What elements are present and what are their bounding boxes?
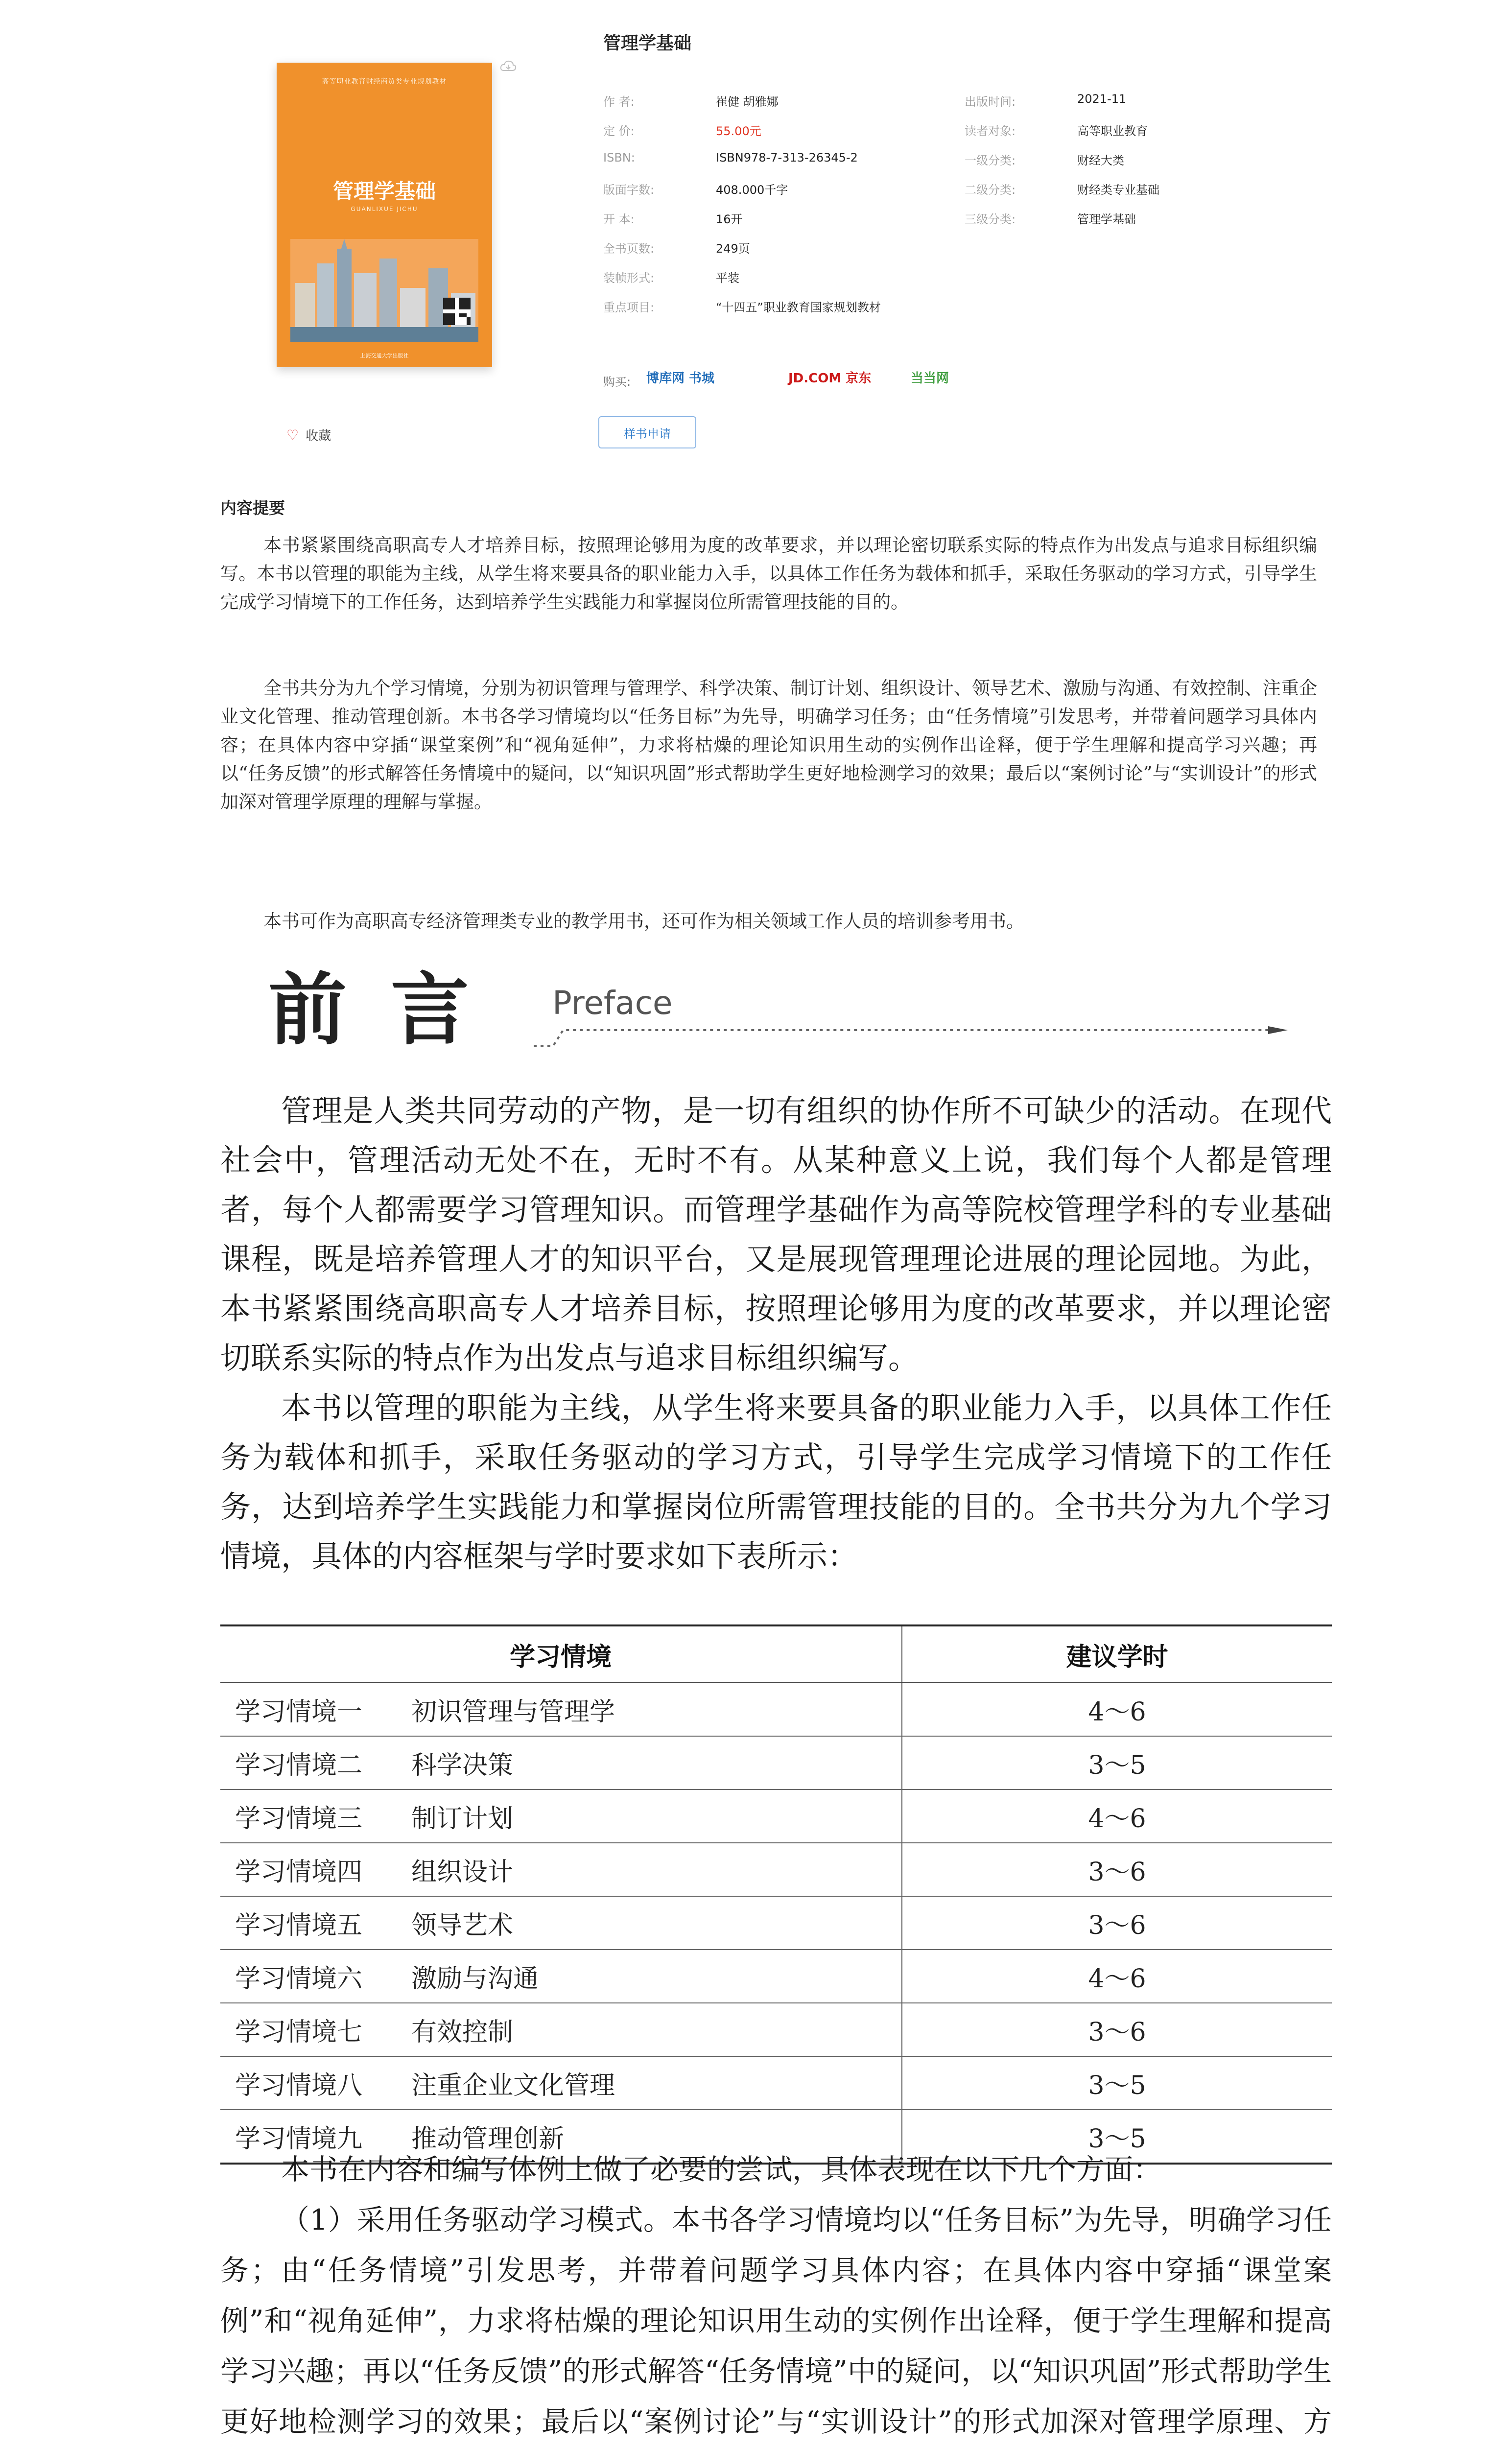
situation-cell: [220, 2056, 902, 2110]
situation-name: 领导艺术: [411, 1911, 514, 1940]
table-header-row: [220, 1625, 1332, 1683]
situation-name: 注重企业文化管理: [411, 2071, 615, 2100]
situation-name: 有效控制: [411, 2018, 514, 2047]
preface-paragraph: （1）采用任务驱动学习模式。本书各学习情境均以“任务目标”为先导，明确学习任务；由“任务情境”引发思考，并带着问题学习具体内容；在具体内容中穿插“课堂案例”和“视角延伸”，力求将枯燥的理论知识用生动的实例作出诠释，便于学生理解和提高学习兴趣；再以“任务反馈”的形式解答“任务情境”中的疑问，以“知识巩固”形式帮助学生更好地检测学习的效果；最后以“案例讨论”与“实训设计”的形式加深对管理学原理、方: [220, 2203, 1332, 2438]
buy-label: 购买:: [603, 375, 631, 389]
situation-cell: [220, 1896, 902, 1950]
situation-name: 制订计划: [411, 1804, 514, 1834]
shop-link-dangdang[interactable]: 当当网: [911, 371, 949, 386]
cover-qr-code: [443, 298, 471, 325]
summary-paragraph: 本书紧紧围绕高职高专人才培养目标，按照理论够用为度的改革要求，并以理论密切联系实际的特点作为出发点与追求目标组织编写。本书以管理的职能为主线，从学生将来要具备的职业能力入手，以具体工作任务为载体和抓手，采取任务驱动的学习方式，引导学生完成学习情境下的工作任务，达到培养学生实践能力和掌握岗位所需管理技能的目的。: [220, 535, 1317, 612]
situation-id: 学习情境一: [235, 1697, 363, 1727]
shop-link-bookuu[interactable]: 博库网 书城: [646, 371, 715, 386]
study-plan-table: [220, 1624, 1332, 2165]
book-title: 管理学基础: [603, 33, 692, 53]
table-header-situation: 学习情境: [220, 1625, 902, 1683]
table-row: [220, 2003, 1332, 2056]
preface-paragraph: 本书在内容和编写体例上做了必要的尝试，具体表现在以下几个方面：: [281, 2153, 1162, 2186]
situation-name: 激励与沟通: [411, 1964, 539, 1994]
favorite-label: 收藏: [306, 429, 331, 444]
sample-request-button[interactable]: 样书申请: [598, 416, 696, 448]
shop-link-jd[interactable]: JD.COM 京东: [788, 371, 872, 386]
situation-id: 学习情境五: [235, 1911, 363, 1940]
table-header-hours: 建议学时: [902, 1625, 1332, 1683]
book-cover-image[interactable]: [277, 63, 492, 367]
favorite-button[interactable]: [286, 426, 331, 444]
cover-city-illustration: [290, 239, 478, 342]
cover-subtitle: GUANLIXUE JICHU: [351, 206, 418, 212]
situation-id: 学习情境八: [235, 2071, 363, 2100]
hours-cell: 3～5: [902, 1736, 1332, 1789]
situation-id: 学习情境六: [235, 1964, 363, 1994]
cover-title: 管理学基础: [332, 179, 436, 203]
summary-paragraph: 全书共分为九个学习情境，分别为初识管理与管理学、科学决策、制订计划、组织设计、领导艺术、激励与沟通、有效控制、注重企业文化管理、推动管理创新。本书各学习情境均以“任务目标”为先导，明确学习任务；由“任务情境”引发思考，并带着问题学习具体内容；在具体内容中穿插“课堂案例”和“视角延伸”，力求将枯燥的理论知识用生动的实例作出诠释，便于学生理解和提高学习兴趣；再以“任务反馈”的形式解答任务情境中的疑问，以“知识巩固”形式帮助学生更好地检测学习的效果；最后以“案例讨论”与“实训设计”的形式加深对管理学原理的理解与掌握。: [220, 678, 1317, 812]
preface-paragraph: 本书以管理的职能为主线，从学生将来要具备的职业能力入手，以具体工作任务为载体和抓手，采取任务驱动的学习方式，引导学生完成学习情境下的工作任务，达到培养学生实践能力和掌握岗位所需管理技能的目的。全书共分为九个学习情境，具体的内容框架与学时要求如下表所示：: [220, 1390, 1332, 1574]
situation-id: 学习情境四: [235, 1858, 363, 1887]
heart-icon: ♡: [286, 427, 299, 443]
table-row: [220, 1896, 1332, 1950]
situation-cell: [220, 1736, 902, 1789]
table-row: [220, 1950, 1332, 2003]
situation-id: 学习情境三: [235, 1804, 363, 1834]
table-row: [220, 1789, 1332, 1843]
hours-cell: 3～6: [902, 1843, 1332, 1896]
cover-publisher: 上海交通大学出版社: [360, 353, 409, 359]
hours-cell: 3～5: [902, 2056, 1332, 2110]
summary-paragraph: 本书可作为高职高专经济管理类专业的教学用书，还可作为相关领域工作人员的培训参考用书。: [263, 911, 1024, 932]
situation-id: 学习情境九: [235, 2124, 363, 2154]
cover-series-text: 高等职业教育财经商贸类专业规划教材: [322, 78, 447, 86]
situation-cell: [220, 1683, 902, 1736]
hours-cell: 4～6: [902, 1789, 1332, 1843]
hours-cell: 3～5: [902, 2110, 1332, 2164]
situation-id: 学习情境二: [235, 1751, 363, 1780]
situation-name: 组织设计: [411, 1858, 514, 1887]
situation-id: 学习情境七: [235, 2018, 363, 2047]
situation-cell: [220, 1789, 902, 1843]
summary-heading: 内容提要: [220, 498, 285, 518]
hours-cell: 3～6: [902, 2003, 1332, 2056]
hours-cell: 4～6: [902, 1950, 1332, 2003]
table-row: [220, 1843, 1332, 1896]
situation-name: 科学决策: [411, 1751, 514, 1780]
situation-cell: [220, 2003, 902, 2056]
table-row: [220, 1683, 1332, 1736]
situation-name: 推动管理创新: [411, 2124, 565, 2154]
table-row: [220, 1736, 1332, 1789]
hours-cell: 4～6: [902, 1683, 1332, 1736]
preface-title-en: Preface: [552, 984, 673, 1022]
situation-name: 初识管理与管理学: [411, 1697, 615, 1727]
preface-title: 前言: [268, 964, 514, 1056]
situation-cell: [220, 1950, 902, 2003]
hours-cell: 3～6: [902, 1896, 1332, 1950]
table-row: [220, 2056, 1332, 2110]
situation-cell: [220, 1843, 902, 1896]
preface-dotted-arrow: [534, 1026, 1288, 1060]
cloud-icon[interactable]: [499, 59, 517, 73]
preface-paragraph: 管理是人类共同劳动的产物，是一切有组织的协作所不可缺少的活动。在现代社会中，管理活动无处不在，无时不有。从某种意义上说，我们每个人都是管理者，每个人都需要学习管理知识。而管理学基础作为高等院校管理学科的专业基础课程，既是培养管理人才的知识平台，又是展现管理理论进展的理论园地。为此，本书紧紧围绕高职高专人才培养目标，按照理论够用为度的改革要求，并以理论密切联系实际的特点作为出发点与追求目标组织编写。: [220, 1093, 1332, 1376]
